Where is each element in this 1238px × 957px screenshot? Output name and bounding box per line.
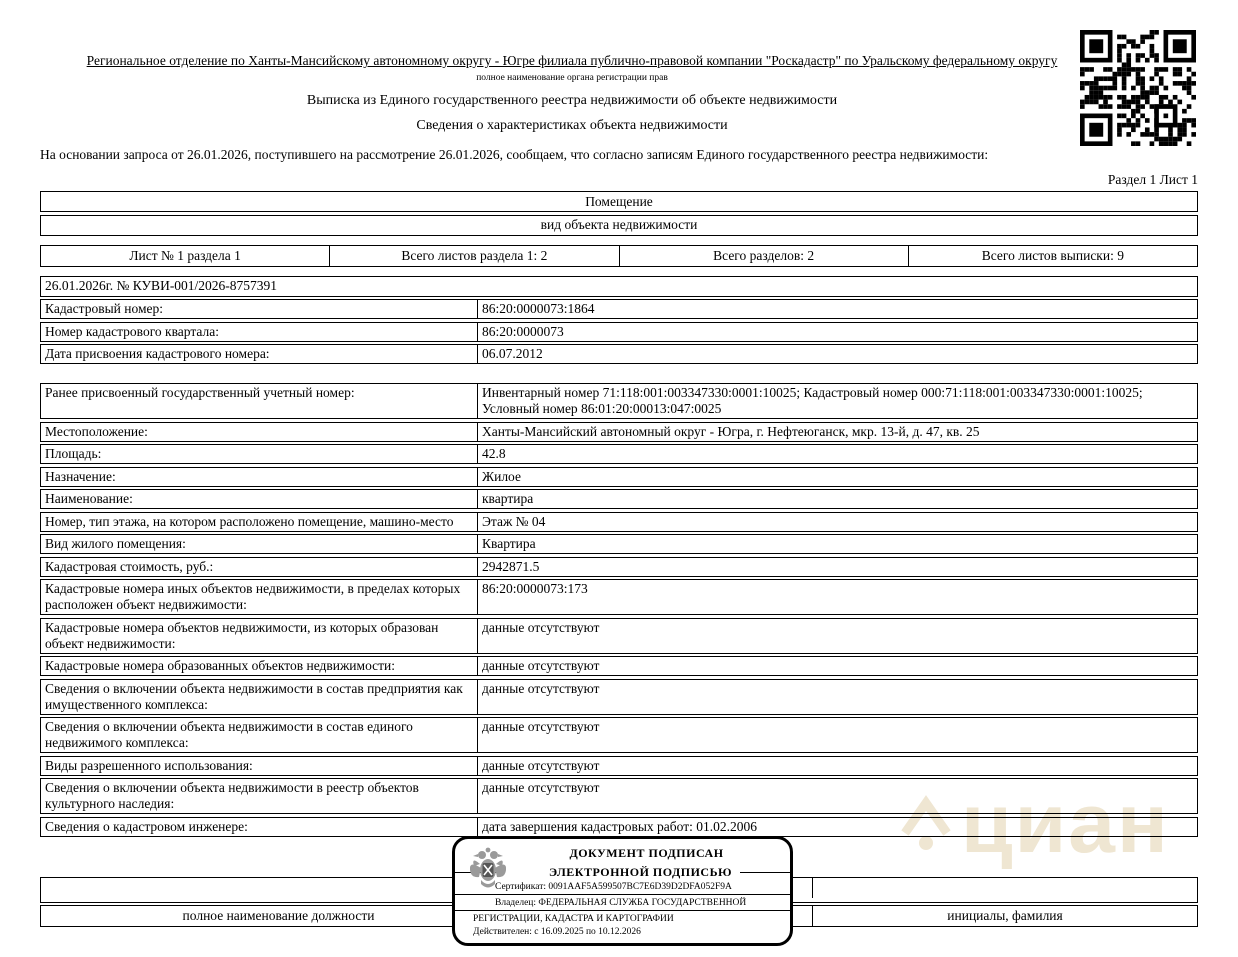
object-type-table — [40, 191, 1198, 236]
table-row — [40, 467, 1198, 487]
table-row — [40, 756, 1198, 776]
electronic-signature-stamp — [452, 836, 793, 946]
row-label: Назначение: — [41, 468, 478, 486]
row-value: данные отсутствуют — [482, 757, 600, 773]
row-value: 86:20:0000073:1864 — [482, 301, 595, 316]
row-value: данные отсутствуют — [482, 680, 600, 696]
position-caption: полное наименование должности — [41, 906, 517, 926]
row-label: Кадастровый номер: — [41, 300, 478, 318]
row-label: Кадастровые номера образованных объектов недвижимости: — [41, 657, 478, 675]
table-row — [40, 344, 1198, 364]
row-label: Ранее присвоенный государственный учетный номер: — [41, 384, 478, 418]
row-label: Номер кадастрового квартала: — [41, 323, 478, 341]
row-label: Сведения о кадастровом инженере: — [41, 818, 478, 836]
object-type-caption: вид объекта недвижимости — [40, 215, 1198, 236]
section-sheet-label: Раздел 1 Лист 1 — [1107, 172, 1198, 187]
qr-code — [1080, 30, 1196, 146]
row-value: Жилое — [482, 468, 521, 484]
row-value: Квартира — [482, 536, 536, 551]
row-label: Сведения о включении объекта недвижимости в реестр объектов культурного наследия: — [41, 779, 478, 813]
object-details-table — [40, 383, 1198, 837]
sections-total-cell: Всего разделов: 2 — [619, 246, 908, 266]
row-label: Кадастровая стоимость, руб.: — [41, 558, 478, 576]
row-label: Сведения о включении объекта недвижимости в состав единого недвижимого комплекса: — [41, 718, 478, 752]
request-number-row: 26.01.2026г. № КУВИ-001/2026-8757391 — [40, 276, 1198, 297]
table-row — [40, 444, 1198, 464]
stamp-owner-line2: РЕГИСТРАЦИИ, КАДАСТРА И КАРТОГРАФИИ — [473, 913, 674, 924]
sheets-info-table — [40, 245, 1198, 267]
table-row — [40, 579, 1198, 615]
document-header — [62, 0, 1082, 134]
object-type-value: Помещение — [40, 191, 1198, 212]
table-row — [40, 817, 1198, 837]
stamp-owner-line1: Владелец: ФЕДЕРАЛЬНАЯ СЛУЖБА ГОСУДАРСТВЕННОЙ — [455, 895, 790, 911]
registration-authority-name: Региональное отделение по Ханты-Мансийскому автономному округу - Югре филиала публично-правовой компании "Роскадастр" по Уральскому федеральному округу — [86, 53, 1058, 68]
row-value: квартира — [482, 491, 534, 506]
row-label: Кадастровые номера иных объектов недвижимости, в пределах которых расположен объект недвижимости: — [41, 580, 478, 614]
row-value: Ханты-Мансийский автономный округ - Югра, г. Нефтеюганск, мкр. 13-й, д. 47, кв. 25 — [482, 423, 980, 439]
table-row — [40, 489, 1198, 509]
row-label: Виды разрешенного использования: — [41, 757, 478, 775]
details-rows — [40, 383, 1198, 837]
table-row — [40, 534, 1198, 554]
document-title: Выписка из Единого государственного реестра недвижимости об объекте недвижимости — [306, 93, 838, 108]
document-subtitle: Сведения о характеристиках объекта недвижимости — [416, 118, 728, 133]
row-label: Вид жилого помещения: — [41, 535, 478, 553]
row-label: Наименование: — [41, 490, 478, 508]
table-row — [40, 512, 1198, 532]
row-label: Сведения о включении объекта недвижимости в состав предприятия как имущественного комплекса: — [41, 680, 478, 714]
extract-sheets-total-cell: Всего листов выписки: 9 — [908, 246, 1197, 266]
coat-of-arms-icon — [467, 846, 509, 892]
row-value: данные отсутствуют — [482, 719, 600, 734]
signature-footer — [40, 845, 1198, 937]
table-row — [40, 557, 1198, 577]
document-body — [40, 0, 1198, 937]
section-sheets-total-cell: Всего листов раздела 1: 2 — [329, 246, 618, 266]
row-label: Местоположение: — [41, 423, 478, 441]
row-value: Этаж № 04 — [482, 513, 546, 529]
table-row — [40, 422, 1198, 442]
position-signature-space — [41, 878, 517, 898]
row-value: 86:20:0000073 — [482, 323, 564, 339]
row-label: Площадь: — [41, 445, 478, 463]
cian-watermark-text: циан — [961, 776, 1170, 870]
row-value: 86:20:0000073:173 — [482, 581, 588, 596]
table-row — [40, 322, 1198, 342]
request-basis-paragraph: На основании запроса от 26.01.2026, поступившего на рассмотрение 26.01.2026, сообщаем, что согласно записям Единого государственного реестра недвижимости: — [40, 147, 989, 162]
row-label: Номер, тип этажа, на котором расположено помещение, машино-место — [41, 513, 478, 531]
name-signature-space — [813, 878, 1197, 902]
row-label: Дата присвоения кадастрового номера: — [41, 345, 478, 363]
row-value: данные отсутствуют — [482, 780, 600, 795]
row-value: данные отсутствуют — [482, 658, 600, 673]
row-value: 42.8 — [482, 446, 506, 461]
row-value: 06.07.2012 — [482, 346, 543, 361]
table-row — [40, 299, 1198, 319]
row-value: данные отсутствуют — [482, 619, 600, 635]
table-row — [40, 778, 1198, 814]
stamp-title-line2: ЭЛЕКТРОННОЙ ПОДПИСЬЮ — [548, 864, 733, 879]
stamp-right-rule — [740, 872, 790, 873]
registration-authority-caption: полное наименование органа регистрации прав — [476, 73, 668, 83]
row-value: дата завершения кадастровых работ: 01.02.2006 — [482, 818, 758, 834]
table-row — [40, 717, 1198, 753]
sheet-number-cell: Лист № 1 раздела 1 — [129, 247, 241, 263]
name-caption: инициалы, фамилия — [947, 908, 1063, 923]
table-row — [40, 618, 1198, 654]
stamp-certificate: Сертификат: 0091AAF5A599507BC7E6D39D2DFA052F9A — [455, 879, 790, 895]
stamp-validity: Действителен: с 16.09.2025 по 10.12.2026 — [473, 926, 641, 937]
row-label: Кадастровые номера объектов недвижимости, из которых образован объект недвижимости: — [41, 619, 478, 653]
table-row — [40, 679, 1198, 715]
row-value: Инвентарный номер 71:118:001:003347330:0001:10025; Кадастровый номер 000:71:118:001:003347330:0001:10025; Условный номер 86:01:20:00013:047:0025 — [482, 385, 1143, 416]
table-row — [40, 383, 1198, 419]
cadastral-table — [40, 276, 1198, 365]
stamp-title-line1: ДОКУМЕНТ ПОДПИСАН — [569, 845, 724, 860]
row-value: 2942871.5 — [482, 558, 540, 574]
table-row — [40, 656, 1198, 676]
cadastral-rows — [40, 299, 1198, 364]
